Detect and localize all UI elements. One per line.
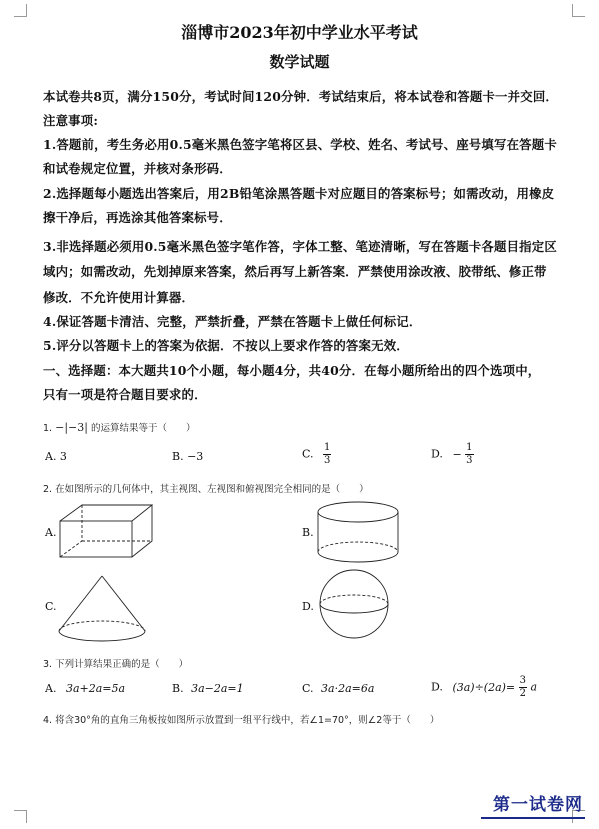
- question-1-option-d-fraction: [465, 442, 473, 467]
- exam-subtitle: 数学试题: [269, 53, 330, 71]
- footer-underline: [481, 817, 585, 819]
- question-3-option-c-expression: 3a·2a=6a: [321, 682, 375, 695]
- question-1-option-d-label: D.: [431, 447, 443, 461]
- question-1-stem: [43, 420, 196, 434]
- question-2-stem: 2. 在如图所示的几何体中，其主视图、左视图和俯视图完全相同的是（ ）: [43, 484, 369, 495]
- question-4-stem: 4. 将含30°角的直角三角板按如图所示放置到一组平行线中，若∠1=70°，则∠2等于（ ）: [43, 715, 440, 726]
- question-2-option-d-label[interactable]: D.: [302, 600, 314, 613]
- cone-figure: [56, 574, 148, 646]
- question-3-option-c[interactable]: [302, 682, 374, 695]
- question-1-option-a[interactable]: A. 3: [45, 450, 67, 463]
- cylinder-figure: [316, 500, 400, 566]
- crop-mark-bottom-left: [14, 810, 27, 823]
- question-1-option-d[interactable]: [431, 442, 474, 467]
- question-1-text: 的运算结果等于（ ）: [91, 423, 196, 434]
- question-3-stem: 3. 下列计算结果正确的是（ ）: [43, 659, 189, 670]
- question-3-option-a-label: A.: [45, 682, 57, 695]
- section-1-heading-line-1: 一、选择题：本大题共10个小题，每小题4分，共40分．在每小题所给出的四个选项中，: [43, 363, 541, 378]
- question-3-option-a[interactable]: [45, 682, 125, 695]
- fraction-numerator: 3: [519, 675, 527, 686]
- question-3-option-c-label: C.: [302, 682, 314, 695]
- notice-heading: 注意事项:: [43, 113, 99, 128]
- notice-item-4: 4.保证答题卡清洁、完整，严禁折叠，严禁在答题卡上做任何标记．: [43, 314, 422, 329]
- question-1-option-c-fraction: [323, 442, 331, 467]
- fraction-numerator: 1: [466, 442, 473, 453]
- notice-item-3-line-1: 3.非选择题必须用0.5毫米黑色签字笔作答，字体工整、笔迹清晰，写在答题卡各题目指定区: [43, 239, 557, 254]
- question-3-option-a-expression: 3a+2a=5a: [65, 682, 126, 695]
- question-1-option-d-sign: −: [452, 447, 462, 461]
- cuboid-figure: [58, 503, 158, 559]
- question-3-option-d-fraction: [519, 675, 527, 700]
- fraction-denominator: 3: [466, 455, 473, 466]
- notice-item-3-line-2: 域内；如需改动，先划掉原来答案，然后再写上新答案．严禁使用涂改液、胶带纸、修正带: [43, 264, 547, 279]
- sphere-figure: [318, 568, 390, 640]
- notice-item-3-line-3: 修改．不允许使用计算器．: [43, 290, 195, 305]
- fraction-numerator: 1: [324, 442, 331, 453]
- footer-brand: 第一试卷网: [493, 795, 583, 815]
- notice-item-2-line-2: 擦干净后，再选涂其他答案标号．: [43, 210, 232, 225]
- question-1-option-c[interactable]: [302, 442, 331, 467]
- question-3-option-b[interactable]: [172, 682, 244, 695]
- notice-item-1-line-2: 和试卷规定位置，并核对条形码．: [43, 161, 232, 176]
- question-1-number: 1.: [43, 423, 53, 434]
- exam-title: 淄博市2023年初中学业水平考试: [181, 23, 418, 42]
- question-3-option-d-tail: a: [530, 680, 538, 694]
- question-1-option-b[interactable]: B. −3: [172, 450, 204, 463]
- crop-mark-top-right: [572, 4, 585, 17]
- notice-item-2-line-1: 2.选择题每小题选出答案后，用2B铅笔涂黑答题卡对应题目的答案标号；如需改动，用橡皮: [43, 186, 555, 201]
- question-3-option-b-expression: 3a−2a=1: [191, 682, 244, 695]
- section-1-heading-line-2: 只有一项是符合题目要求的．: [43, 387, 207, 402]
- exam-intro: 本试卷共8页，满分150分，考试时间120分钟．考试结束后，将本试卷和答题卡一并交回．: [43, 89, 559, 104]
- crop-mark-top-left: [14, 4, 27, 17]
- notice-item-5: 5.评分以答题卡上的答案为依据．不按以上要求作答的答案无效．: [43, 338, 409, 353]
- question-3-option-d[interactable]: [431, 675, 537, 700]
- question-2-option-b-label[interactable]: B.: [302, 526, 314, 539]
- question-2-option-a-label[interactable]: A.: [45, 526, 57, 539]
- fraction-denominator: 2: [519, 688, 527, 699]
- question-3-option-d-label: D.: [431, 680, 443, 694]
- question-1-option-c-label: C.: [302, 447, 314, 461]
- fraction-denominator: 3: [324, 455, 331, 466]
- question-3-option-d-expression: (3a)÷(2a)=: [452, 680, 516, 694]
- notice-item-1-line-1: 1.答题前，考生务必用0.5毫米黑色签字笔将区县、学校、姓名、考试号、座号填写在答题卡: [43, 137, 557, 152]
- question-2-option-c-label[interactable]: C.: [45, 600, 57, 613]
- question-3-option-b-label: B.: [172, 682, 184, 695]
- question-1-expression: −|−3|: [55, 421, 88, 434]
